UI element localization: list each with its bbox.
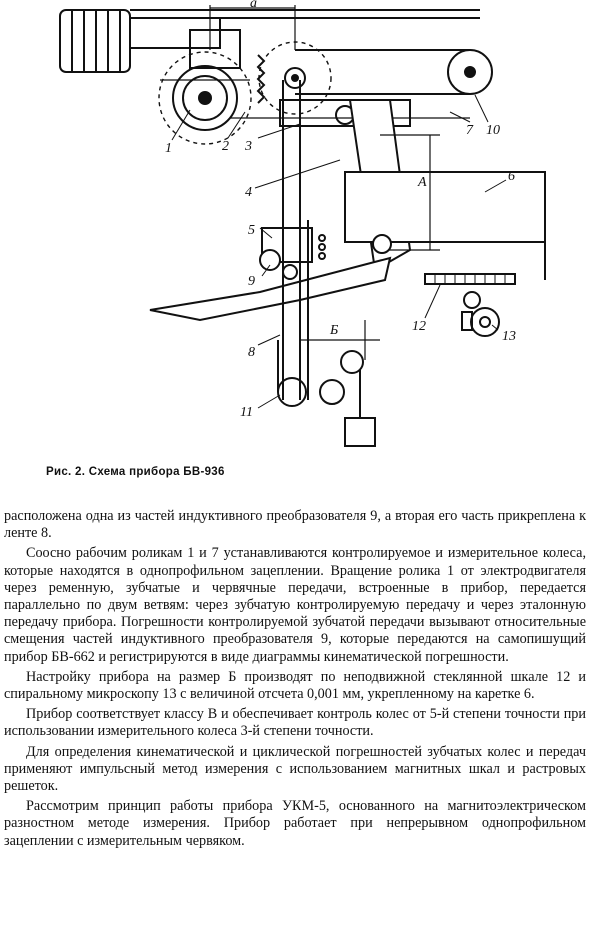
glass-scale-12 <box>425 274 515 284</box>
label-9: 9 <box>248 274 255 289</box>
body-text <box>4 508 586 850</box>
label-12: 12 <box>412 319 426 334</box>
label-8: 8 <box>248 345 255 360</box>
label-11: 11 <box>240 405 253 420</box>
paragraph: Прибор соответствует классу В и обеспечивает контроль колес от 5-й степени точности при использовании измерительного колеса 3-й степени точности. <box>4 706 586 740</box>
paragraph: Соосно рабочим роликам 1 и 7 устанавливаются контролируемое и измерительное колеса, которые находятся в однопрофильном зацеплении. Вращение ролика 1 от электродвигателя через ременную, зубчатые и червячные передачи, встроенные в прибор, передается параллельно по двум ветвям: через зубчатую контролируемую передачу и через эталонную передачу прибора. Погрешности контролируемой зубчатой передачи вызывают относительные смещения частей индуктивного преобразователя 9, которые передаются на самопишущий прибор БВ-662 и регистрируются в виде диаграммы кинематической погрешности. <box>4 545 586 665</box>
figure-caption: Рис. 2. Схема прибора БВ-936 <box>46 466 225 478</box>
paragraph: Для определения кинематической и циклической погрешностей зубчатых колес и передач применяют импульсный метод измерения с использованием магнитных шкал и растровых решеток. <box>4 743 586 795</box>
weight <box>345 370 375 446</box>
paragraph: Настройку прибора на размер Б производят по неподвижной стеклянной шкале 12 и спиральному микроскопу 13 с величиной отсчета 0,001 мм, укрепленному на каретке 6. <box>4 668 586 703</box>
label-A: А <box>418 175 427 190</box>
label-6: 6 <box>508 169 515 184</box>
paragraph: расположена одна из частей индуктивного преобразователя 9, а вторая его часть прикреплена к ленте 8. <box>4 508 586 542</box>
microscope-13 <box>462 292 499 336</box>
label-3: 3 <box>245 139 252 154</box>
roller-7 <box>259 42 331 114</box>
label-1: 1 <box>165 141 172 156</box>
label-a: а <box>250 0 257 11</box>
dimension-B <box>300 320 380 360</box>
label-5: 5 <box>248 223 255 238</box>
label-4: 4 <box>245 185 252 200</box>
label-13: 13 <box>502 329 516 344</box>
label-B: Б <box>330 323 339 338</box>
label-7: 7 <box>466 123 473 138</box>
device-diagram <box>0 0 590 470</box>
electric-motor <box>60 10 220 72</box>
label-2: 2 <box>222 139 229 154</box>
pulley-11 <box>278 340 363 406</box>
label-10: 10 <box>486 123 500 138</box>
paragraph: Рассмотрим принцип работы прибора УКМ-5, основанного на магнитоэлектрическом разностном методе измерения. Прибор работает при непрерывном однопрофильном зацеплении с измерительным червяком. <box>4 798 586 849</box>
